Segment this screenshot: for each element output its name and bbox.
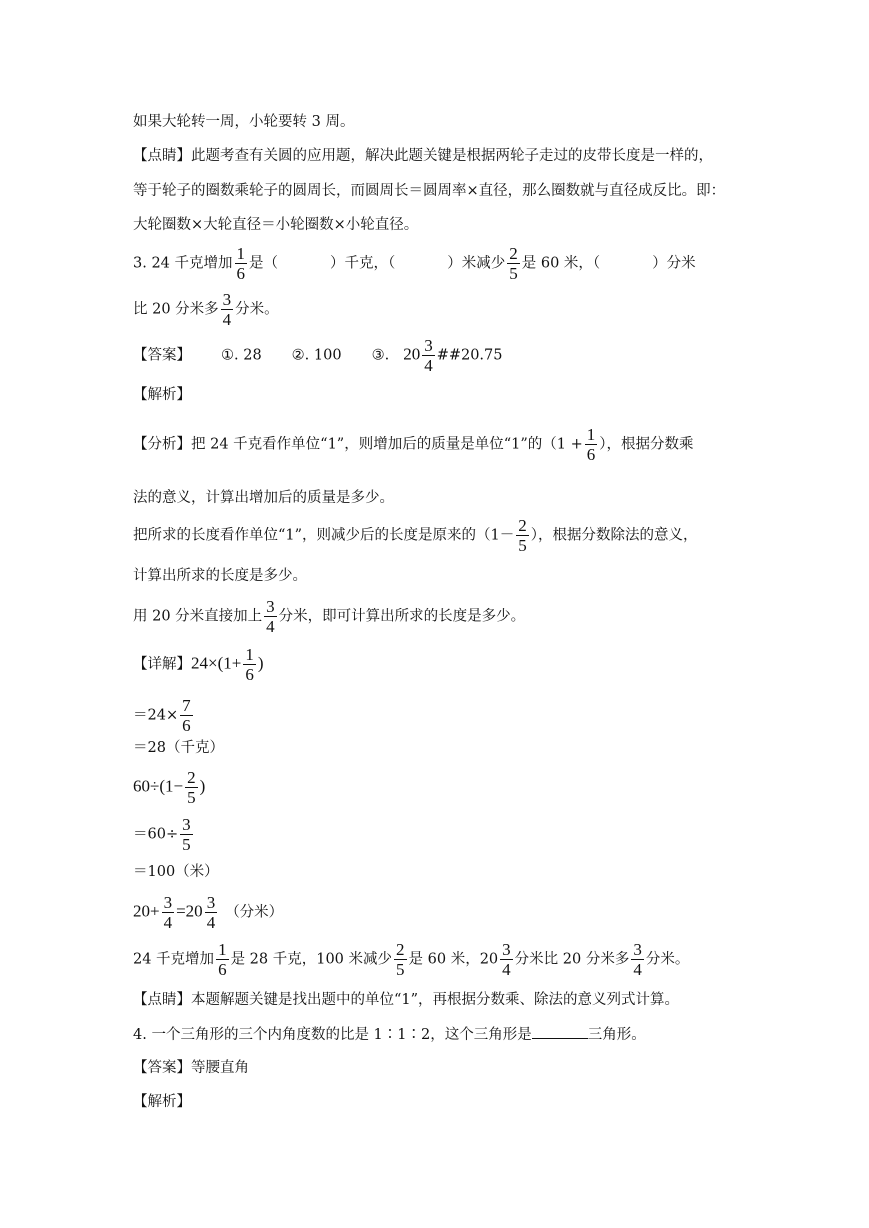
text-line: 等于轮子的圈数乘轮子的圆周长，而圆周长＝圆周率×直径，那么圈数就与直径成反比。即： — [133, 183, 726, 199]
analysis-line-4: 计算出所求的长度是多少。 — [133, 568, 307, 584]
fraction: $\frac{3}{4}$ — [633, 940, 642, 979]
fraction: $\frac{2}{5}$ — [187, 768, 196, 807]
answer-3: 【答案】 ①. 28 ②. 100 ③. 20 $\frac{3}{4}$ ##20.75 — [133, 336, 503, 375]
fraction: $\frac{3}{4}$ — [206, 893, 216, 932]
fraction: $\frac{1}{6}$ — [586, 425, 596, 464]
analysis-line-2: 法的意义，计算出增加后的质量是多少。 — [133, 490, 394, 506]
analysis-line-5: 用 20 分米直接加上 $\frac{3}{4}$ 分米，即可计算出所求的长度是多少。 — [133, 597, 526, 636]
fraction: $\frac{1}{6}$ — [236, 244, 246, 283]
detail-step-1: 【详解】24×(1+ $\frac{1}{6}$ ) — [133, 645, 264, 684]
answer-4: 【答案】等腰直角 — [133, 1060, 249, 1076]
fraction: $\frac{1}{6}$ — [218, 940, 227, 979]
dianjing-line: 【点睛】此题考查有关圆的应用题，解决此题关键是根据两轮子走过的皮带长度是一样的， — [133, 148, 713, 164]
jiexi-label: 【解析】 — [133, 387, 191, 403]
fraction: $\frac{3}{4}$ — [266, 597, 275, 636]
detail-step-7: 20+ $\frac{3}{4}$ =20 $\frac{3}{4}$ （分米） — [133, 893, 284, 932]
question-4: 4. 一个三角形的三个内角度数的比是 1∶1∶2，这个三角形是 三角形。 — [133, 1024, 646, 1045]
fraction: $\frac{7}{6}$ — [182, 696, 191, 735]
text-line: 大轮圈数×大轮直径＝小轮圈数×小轮直径。 — [133, 217, 419, 233]
fraction: $\frac{2}{5}$ — [518, 516, 527, 555]
analysis-line-3: 把所求的长度看作单位“1”，则减少后的长度是原来的（1－ $\frac{2}{5}$ ），根据分数除法的意义， — [133, 516, 698, 555]
fraction: $\frac{3}{5}$ — [182, 815, 191, 854]
fraction: $\frac{2}{5}$ — [509, 244, 518, 283]
question-3-line-1: 3. 24 千克增加 $\frac{1}{6}$ 是（ ）千克，（ ）米减少 $\frac{2}{5}$ 是 60 米，（ ）分米 — [133, 244, 696, 283]
fraction: $\frac{1}{6}$ — [245, 645, 254, 684]
fraction: $\frac{3}{4}$ — [222, 290, 232, 329]
fraction: $\frac{2}{5}$ — [396, 940, 405, 979]
text-line: 如果大轮转一周，小轮要转 3 周。 — [133, 114, 355, 130]
fraction: $\frac{3}{4}$ — [502, 940, 511, 979]
analysis-line-1: 【分析】把 24 千克看作单位“1”，则增加后的质量是单位“1”的（1 + $\frac{1}{6}$ ），根据分数乘 — [133, 425, 694, 464]
fraction: $\frac{3}{4}$ — [163, 893, 173, 932]
jiexi-4-label: 【解析】 — [133, 1094, 191, 1110]
detail-step-5: ＝60÷ $\frac{3}{5}$ — [133, 815, 191, 854]
question-3-line-2: 比 20 分米多 $\frac{3}{4}$ 分米。 — [133, 290, 279, 329]
detail-step-2: ＝24× $\frac{7}{6}$ — [133, 696, 191, 735]
answer-blank — [532, 1024, 588, 1039]
dianjing-3: 【点睛】本题解题关键是找出题中的单位“1”，再根据分数乘、除法的意义列式计算。 — [133, 992, 680, 1008]
detail-step-4: 60÷(1− $\frac{2}{5}$ ) — [133, 768, 206, 807]
detail-step-6: ＝100（米） — [133, 864, 219, 880]
summary-line: 24 千克增加 $\frac{1}{6}$ 是 28 千克，100 米减少 $\frac{2}{5}$ 是 60 米，20 $\frac{3}{4}$ 分米比 20 分米多 $\frac{3}{4}$ 分米。 — [133, 940, 690, 979]
detail-step-3: ＝28（千克） — [133, 740, 224, 756]
fraction: $\frac{3}{4}$ — [424, 336, 433, 375]
